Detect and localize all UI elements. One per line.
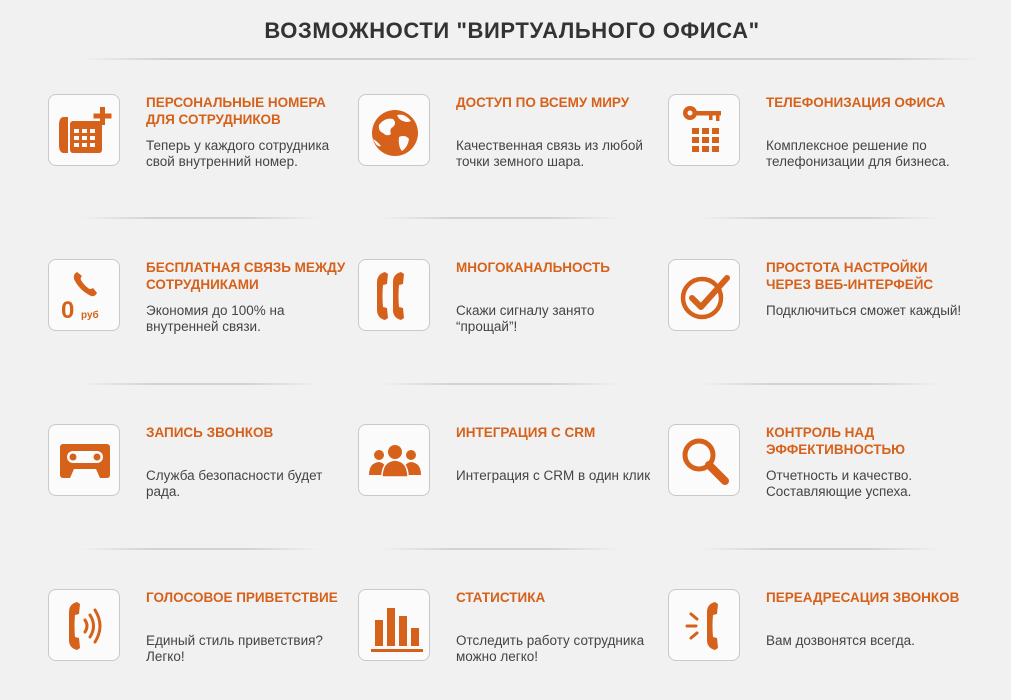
zero-label: 0 (61, 297, 75, 324)
two-handsets-icon (358, 259, 430, 331)
row-divider (700, 383, 940, 385)
checkmark-icon (668, 259, 740, 331)
magnifier-icon (668, 424, 740, 496)
feature-description: Теперь у каждого сотрудника свой внутренний номер. (146, 138, 330, 169)
feature-description: Отчетность и качество. Составляющие успеха. (766, 468, 913, 499)
users-group-icon (358, 424, 430, 496)
feature-free-calls (48, 259, 348, 369)
bar-chart-icon (358, 589, 430, 661)
feature-worldwide-access (358, 94, 658, 204)
currency-label: руб (81, 310, 99, 321)
feature-description: Единый стиль приветствия? Легко! (146, 633, 323, 664)
feature-description: Отследить работу сотрудника можно легко! (456, 633, 645, 664)
row-divider (700, 217, 940, 219)
feature-title: ПЕРСОНАЛЬНЫЕ НОМЕРА ДЛЯ СОТРУДНИКОВ (146, 95, 326, 127)
feature-title: ГОЛОСОВОЕ ПРИВЕТСТВИЕ (146, 590, 338, 605)
key-keypad-icon (668, 94, 740, 166)
free-call-icon (48, 259, 120, 331)
row-divider (80, 383, 320, 385)
feature-title: ИНТЕГРАЦИЯ С CRM (456, 425, 596, 440)
feature-description: Подключиться сможет каждый! (766, 303, 962, 318)
row-divider (80, 548, 320, 550)
cassette-icon (48, 424, 120, 496)
row-divider (80, 217, 320, 219)
row-divider (380, 383, 620, 385)
feature-title: БЕСПЛАТНАЯ СВЯЗЬ МЕЖДУ СОТРУДНИКАМИ (146, 260, 346, 292)
feature-title: СТАТИСТИКА (456, 590, 546, 605)
phone-plus-icon (48, 94, 120, 166)
feature-statistics (358, 589, 658, 699)
title-divider (80, 58, 980, 60)
row-divider (380, 217, 620, 219)
feature-description: Скажи сигналу занято “прощай”! (456, 303, 595, 334)
feature-description: Экономия до 100% на внутренней связи. (146, 303, 285, 334)
feature-title: ПЕРЕАДРЕСАЦИЯ ЗВОНКОВ (766, 590, 960, 605)
feature-office-telephony (668, 94, 968, 204)
feature-description: Комплексное решение по телефонизации для бизнеса. (766, 138, 950, 169)
feature-description: Вам дозвонятся всегда. (766, 633, 915, 648)
feature-description: Качественная связь из любой точки земного шара. (456, 138, 643, 169)
feature-call-forwarding (668, 589, 968, 699)
feature-efficiency-control (668, 424, 968, 534)
row-divider (380, 548, 620, 550)
feature-title: ДОСТУП ПО ВСЕМУ МИРУ (456, 95, 630, 110)
feature-description: Интеграция с CRM в один клик (456, 468, 651, 483)
feature-title: ПРОСТОТА НАСТРОЙКИ ЧЕРЕЗ ВЕБ-ИНТЕРФЕЙС (766, 260, 934, 292)
feature-description: Служба безопасности будет рада. (146, 468, 323, 499)
globe-icon (358, 94, 430, 166)
feature-title: МНОГОКАНАЛЬНОСТЬ (456, 260, 610, 275)
feature-voice-greeting (48, 589, 348, 699)
row-divider (700, 548, 940, 550)
feature-title: ТЕЛЕФОНИЗАЦИЯ ОФИСА (766, 95, 946, 110)
feature-personal-numbers (48, 94, 348, 204)
feature-crm-integration (358, 424, 658, 534)
feature-easy-setup (668, 259, 968, 369)
feature-title: КОНТРОЛЬ НАД ЭФФЕКТИВНОСТЬЮ (766, 425, 906, 457)
voice-handset-icon (48, 589, 120, 661)
page-title: ВОЗМОЖНОСТИ "ВИРТУАЛЬНОГО ОФИСА" (264, 18, 760, 43)
feature-multichannel (358, 259, 658, 369)
feature-call-recording (48, 424, 348, 534)
feature-title: ЗАПИСЬ ЗВОНКОВ (146, 425, 274, 440)
ringing-handset-icon (668, 589, 740, 661)
